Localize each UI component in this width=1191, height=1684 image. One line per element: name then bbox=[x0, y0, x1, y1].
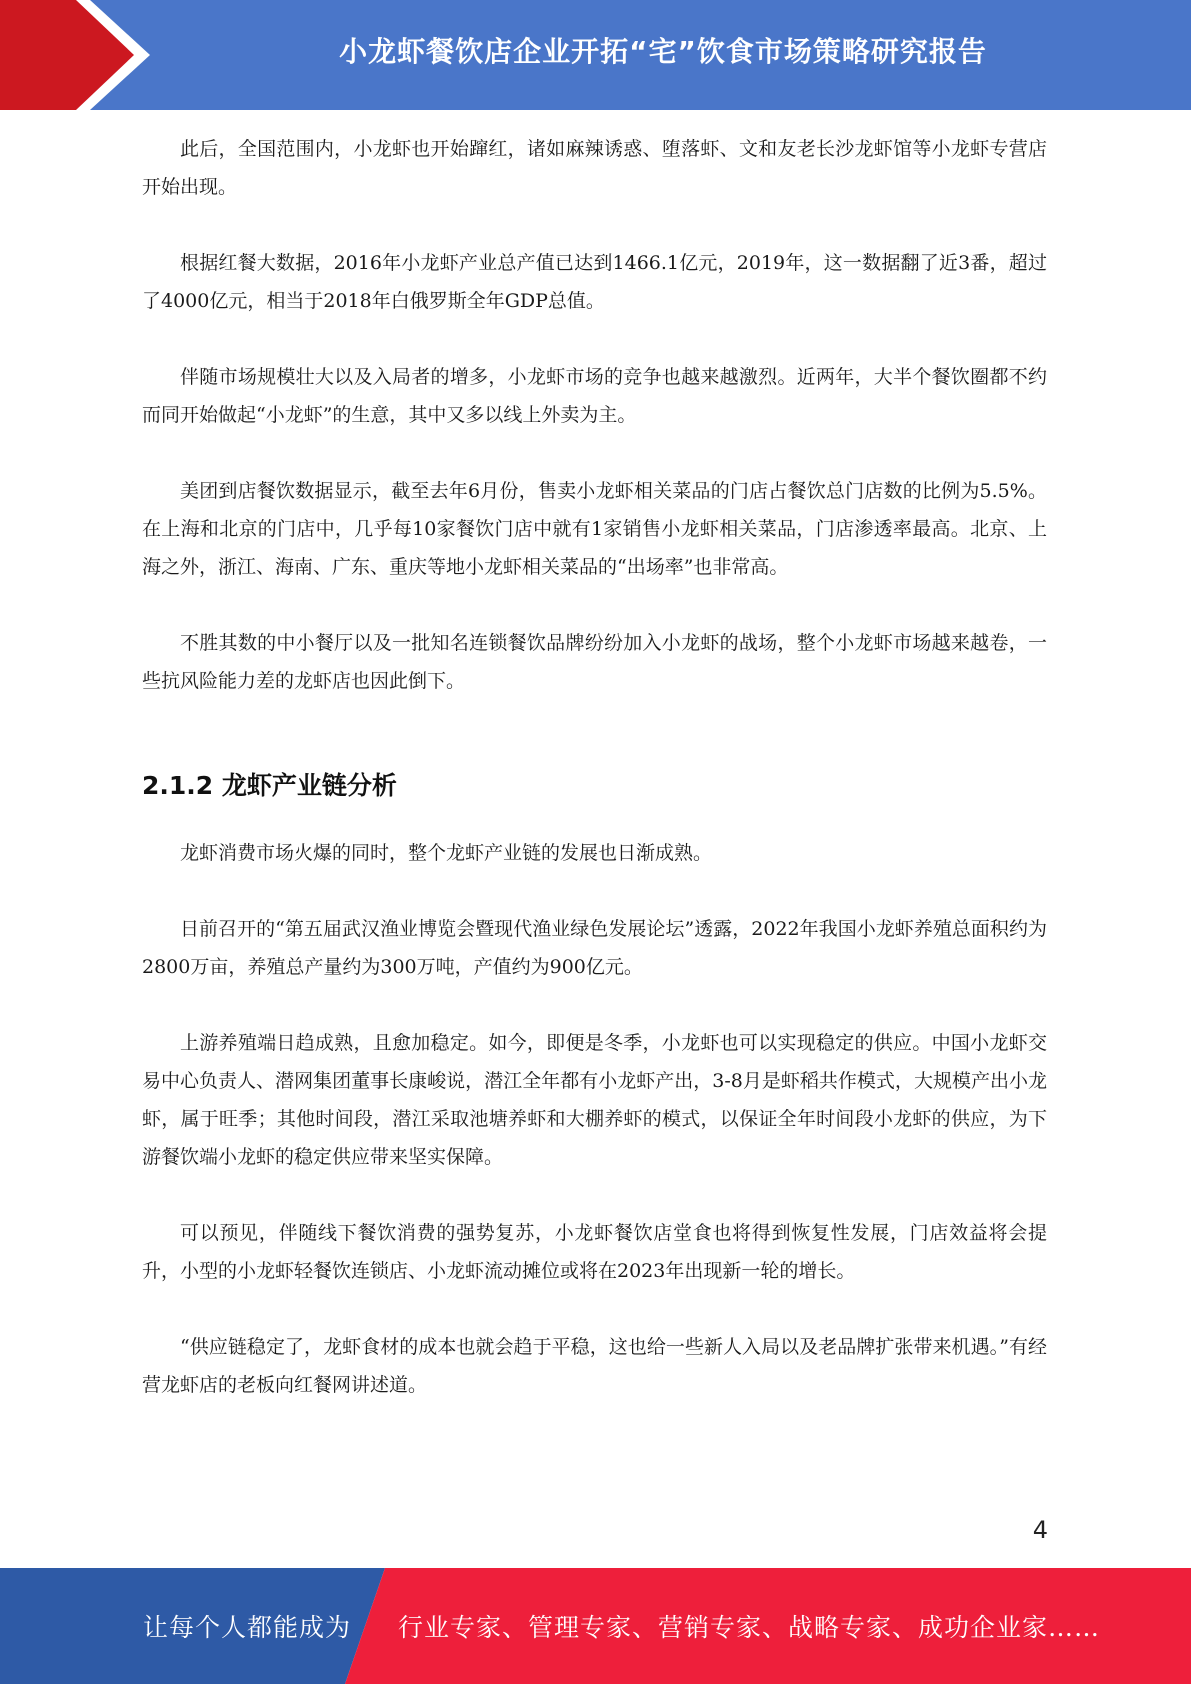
page-number: 4 bbox=[1032, 1516, 1048, 1544]
paragraph: 可以预见，伴随线下餐饮消费的强势复苏，小龙虾餐饮店堂食也将得到恢复性发展，门店效益将会提升，小型的小龙虾轻餐饮连锁店、小龙虾流动摊位或将在2023年出现新一轮的增长。 bbox=[142, 1222, 1047, 1282]
section-heading: 2.1.2 龙虾产业链分析 bbox=[142, 771, 397, 800]
paragraph: 不胜其数的中小餐厅以及一批知名连锁餐饮品牌纷纷加入小龙虾的战场，整个小龙虾市场越来越卷，一些抗风险能力差的龙虾店也因此倒下。 bbox=[142, 632, 1047, 692]
paragraph: 根据红餐大数据，2016年小龙虾产业总产值已达到1466.1亿元，2019年，这一数据翻了近3番，超过了4000亿元，相当于2018年白俄罗斯全年GDP总值。 bbox=[142, 252, 1047, 312]
page-header bbox=[0, 0, 1191, 110]
paragraph: 美团到店餐饮数据显示，截至去年6月份，售卖小龙虾相关菜品的门店占餐饮总门店数的比例为5.5%。在上海和北京的门店中，几乎每10家餐饮门店中就有1家销售小龙虾相关菜品，门店渗透率最高。北京、上海之外，浙江、海南、广东、重庆等地小龙虾相关菜品的“出场率”也非常高。 bbox=[142, 480, 1047, 578]
footer-slogan-left: 让每个人都能成为 bbox=[143, 1613, 352, 1642]
footer-slogan-right: 行业专家、管理专家、营销专家、战略专家、成功企业家…… bbox=[398, 1613, 1101, 1642]
paragraph: 伴随市场规模壮大以及入局者的增多，小龙虾市场的竞争也越来越激烈。近两年，大半个餐饮圈都不约而同开始做起“小龙虾”的生意，其中又多以线上外卖为主。 bbox=[142, 366, 1047, 426]
chevron-red-shape bbox=[0, 0, 134, 110]
paragraph: “供应链稳定了，龙虾食材的成本也就会趋于平稳，这也给一些新人入局以及老品牌扩张带来机遇。”有经营龙虾店的老板向红餐网讲述道。 bbox=[142, 1336, 1047, 1396]
page-footer bbox=[0, 1568, 1191, 1684]
paragraph: 上游养殖端日趋成熟，且愈加稳定。如今，即便是冬季，小龙虾也可以实现稳定的供应。中国小龙虾交易中心负责人、潜网集团董事长康峻说，潜江全年都有小龙虾产出，3-8月是虾稻共作模式，大规模产出小龙虾，属于旺季；其他时间段，潜江采取池塘养虾和大棚养虾的模式，以保证全年时间段小龙虾的供应，为下游餐饮端小龙虾的稳定供应带来坚实保障。 bbox=[142, 1032, 1047, 1168]
header-chevron-icon bbox=[0, 0, 160, 110]
paragraph: 此后，全国范围内，小龙虾也开始蹿红，诸如麻辣诱惑、堕落虾、文和友老长沙龙虾馆等小龙虾专营店开始出现。 bbox=[142, 138, 1047, 198]
paragraph: 日前召开的“第五届武汉渔业博览会暨现代渔业绿色发展论坛”透露，2022年我国小龙虾养殖总面积约为2800万亩，养殖总产量约为300万吨，产值约为900亿元。 bbox=[142, 918, 1047, 978]
header-title: 小龙虾餐饮店企业开拓“宅”饮食市场策略研究报告 bbox=[339, 35, 987, 68]
document-body bbox=[142, 130, 1047, 1442]
paragraph: 龙虾消费市场火爆的同时，整个龙虾产业链的发展也日渐成熟。 bbox=[180, 842, 713, 864]
